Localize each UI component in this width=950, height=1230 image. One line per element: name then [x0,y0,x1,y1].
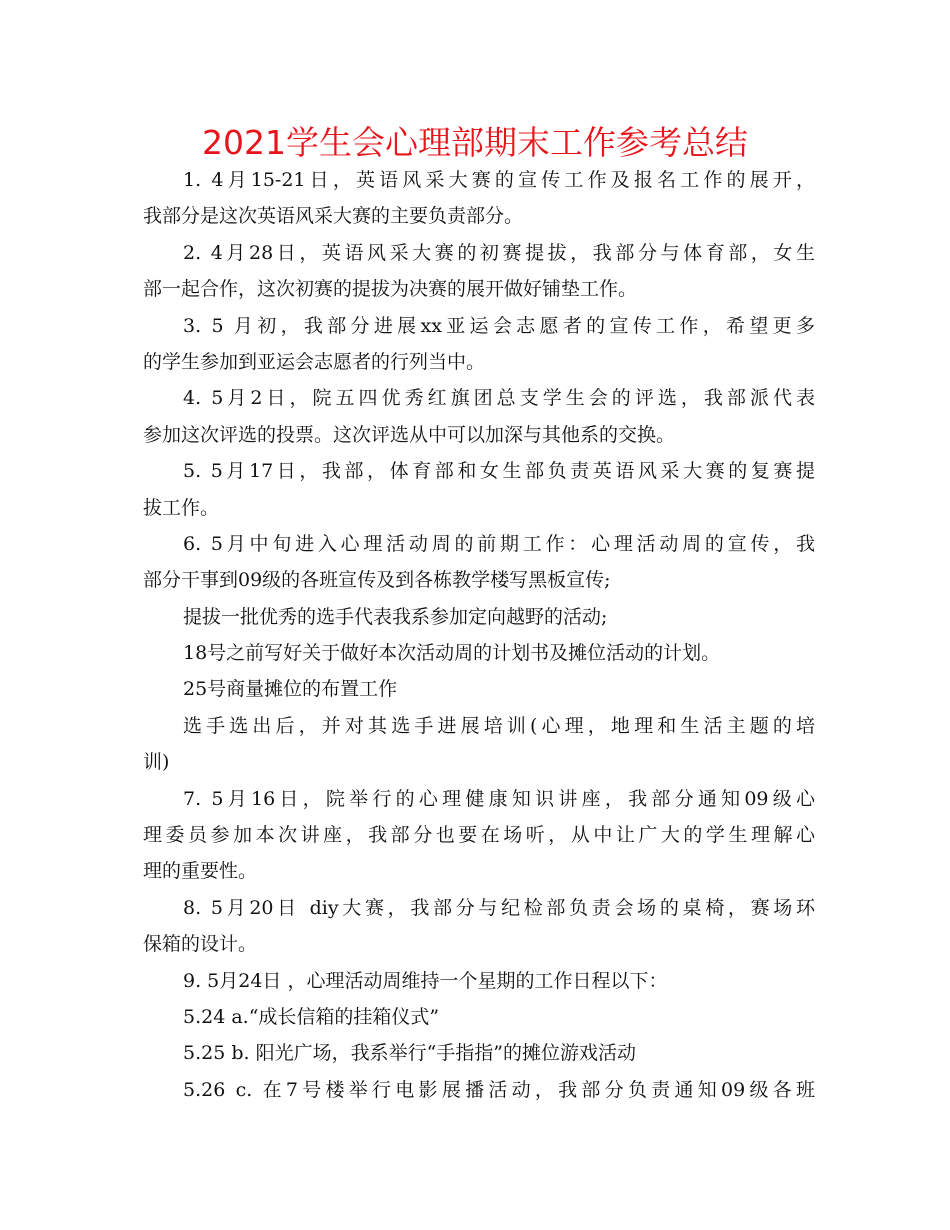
paragraph-line: 部分干事到09级的各班宣传及到各栋教学楼写黑板宣传; [143,569,611,592]
paragraph-line: 1. 4月15-21日，英语风采大赛的宣传工作及报名工作的展开， [183,169,815,191]
document-body [143,162,815,1108]
paragraph-line: 保箱的设计。 [143,933,258,956]
paragraph-line: 参加这次评选的投票。这次评选从中可以加深与其他系的交换。 [143,423,676,446]
document-title: 2021学生会心理部期末工作参考总结 [202,123,748,162]
paragraph-line: 5. 5月17日，我部，体育部和女生部负责英语风采大赛的复赛提 [183,460,815,483]
paragraph-line: 25号商量摊位的布置工作 [183,678,398,701]
paragraph-line: 理的重要性。 [143,860,258,883]
paragraph-line: 我部分是这次英语风采大赛的主要负责部分。 [143,205,524,228]
paragraph-line: 5.26 c. 在7号楼举行电影展播活动，我部分负责通知09级各班 [183,1078,815,1101]
paragraph-line: 9. 5月24日 ，心理活动周维持一个星期的工作日程以下： [183,969,668,992]
paragraph-line: 8. 5月20日 diy大赛，我部分与纪检部负责会场的桌椅，赛场环 [183,896,815,919]
paragraph-line: 18号之前写好关于做好本次活动周的计划书及摊位活动的计划。 [183,642,721,665]
paragraph-line: 的学生参加到亚运会志愿者的行列当中。 [143,350,486,373]
paragraph-line: 提拔一批优秀的选手代表我系参加定向越野的活动; [183,605,608,628]
paragraph-line: 3. 5 月初，我部分进展xx亚运会志愿者的宣传工作，希望更多 [183,314,815,337]
paragraph-line: 理委员参加本次讲座，我部分也要在场听，从中让广大的学生理解心 [143,824,815,847]
paragraph-line: 选手选出后，并对其选手进展培训(心理，地理和生活主题的培 [183,714,815,737]
paragraph-line: 4. 5月2日，院五四优秀红旗团总支学生会的评选，我部派代表 [183,387,815,410]
paragraph-line: 5.24 a.“成长信箱的挂箱仪式” [183,1005,440,1028]
paragraph-line: 6. 5月中旬进入心理活动周的前期工作：心理活动周的宣传，我 [183,532,815,555]
paragraph-line: 部一起合作，这次初赛的提拔为决赛的展开做好铺垫工作。 [143,278,638,301]
paragraph-line: 7. 5月16日，院举行的心理健康知识讲座，我部分通知09级心 [183,787,815,810]
paragraph-line: 2. 4月28日，英语风采大赛的初赛提拔，我部分与体育部，女生 [183,241,815,264]
paragraph-line: 拔工作。 [143,496,220,519]
paragraph-line: 训) [143,751,170,774]
paragraph-line: 5.25 b. 阳光广场，我系举行“手指指”的摊位游戏活动 [183,1042,637,1065]
